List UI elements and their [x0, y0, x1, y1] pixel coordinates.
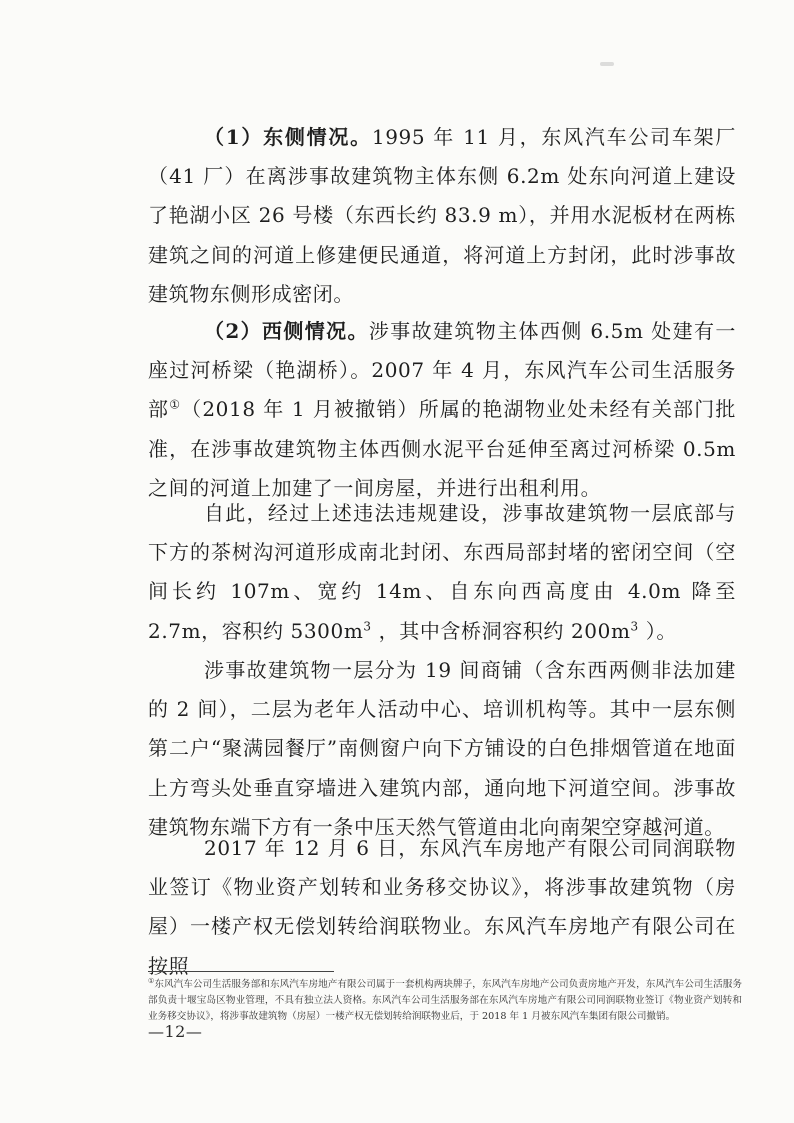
- body-property-transfer: 2017 年 12 月 6 日，东风汽车房地产有限公司同润联物业签订《物业资产划转和业务移交协议》，将涉事故建筑物（房屋）一楼产权无偿划转给润联物业。东风汽车房地产有限公司在按照: [148, 836, 736, 978]
- footnote-mark: ①: [148, 976, 155, 985]
- heading-east-side: （1）东侧情况。: [204, 125, 372, 149]
- body-enclosed-space-part3: ）。: [638, 618, 677, 643]
- paragraph-enclosed-space: [148, 494, 736, 651]
- body-west-side-part2: （2018 年 1 月被撤销）所属的艳湖物业处未经有关部门批准，在涉事故建筑物主体西侧水泥平台延伸至离过河桥梁 0.5m 之间的河道上加建了一间房屋，并进行出租利用。: [148, 397, 736, 500]
- heading-west-side: （2）西侧情况。: [204, 319, 369, 343]
- body-building-layout: 涉事故建筑物一层分为 19 间商铺（含东西两侧非法加建的 2 间），二层为老年人活动中心、培训机构等。其中一层东侧第二户“聚满园餐厅”南侧窗户向下方铺设的白色排烟管道在地面上方弯头处垂直穿墙进入建筑内部，通向地下河道空间。涉事故建筑物东端下方有一条中压天然气管道由北向南架空穿越河道。: [148, 658, 736, 839]
- body-east-side: 1995 年 11 月，东风汽车公司车架厂（41 厂）在离涉事故建筑物主体东侧 6.2m 处东向河道上建设了艳湖小区 26 号楼（东西长约 83.9 m），并用水泥板材在两栋建筑之间的河道上修建便民通道，将河道上方封闭，此时涉事故建筑物东侧形成密闭。: [148, 125, 736, 306]
- body-west-side-part1: 涉事故建筑物主体西侧 6.5m 处建有一座过河桥梁（艳湖桥）。2007 年 4 月，东风汽车公司生活服务部: [148, 319, 736, 422]
- cubic-superscript: 3: [630, 618, 639, 633]
- footnote-reference: ①: [169, 397, 182, 412]
- footnote-text: 东风汽车公司生活服务部和东风汽车房地产有限公司属于一套机构两块牌子，东风汽车房地产公司负责房地产开发，东风汽车公司生活服务部负责十堰宝岛区物业管理，不具有独立法人资格。东风汽车公司生活服务部在东风汽车房地产有限公司同润联物业签订《物业资产划转和业务移交协议》，将涉事故建筑物（房屋）一楼产权无偿划转给润联物业后，于 2018 年 1 月被东风汽车集团有限公司撤销。: [148, 979, 743, 1023]
- body-enclosed-space-part1: 自此，经过上述违法违规建设，涉事故建筑物一层底部与下方的茶树沟河道形成南北封闭、东西局部封堵的密闭空间（空间长约 107m、宽约 14m、自东向西高度由 4.0m 降至 2.7m，容积约 5300m: [148, 501, 736, 643]
- cubic-superscript: 3: [363, 618, 372, 633]
- scan-mark: [600, 62, 614, 66]
- paragraph-west-side: [148, 312, 736, 508]
- paragraph-building-layout: [148, 651, 736, 847]
- body-enclosed-space-part2: ，其中含桥洞容积约 200m: [371, 618, 631, 643]
- footnote: [148, 977, 742, 1026]
- footnote-divider: [148, 971, 334, 972]
- paragraph-east-side: [148, 118, 736, 314]
- page-number: —12—: [148, 1022, 203, 1041]
- paragraph-property-transfer: [148, 829, 736, 986]
